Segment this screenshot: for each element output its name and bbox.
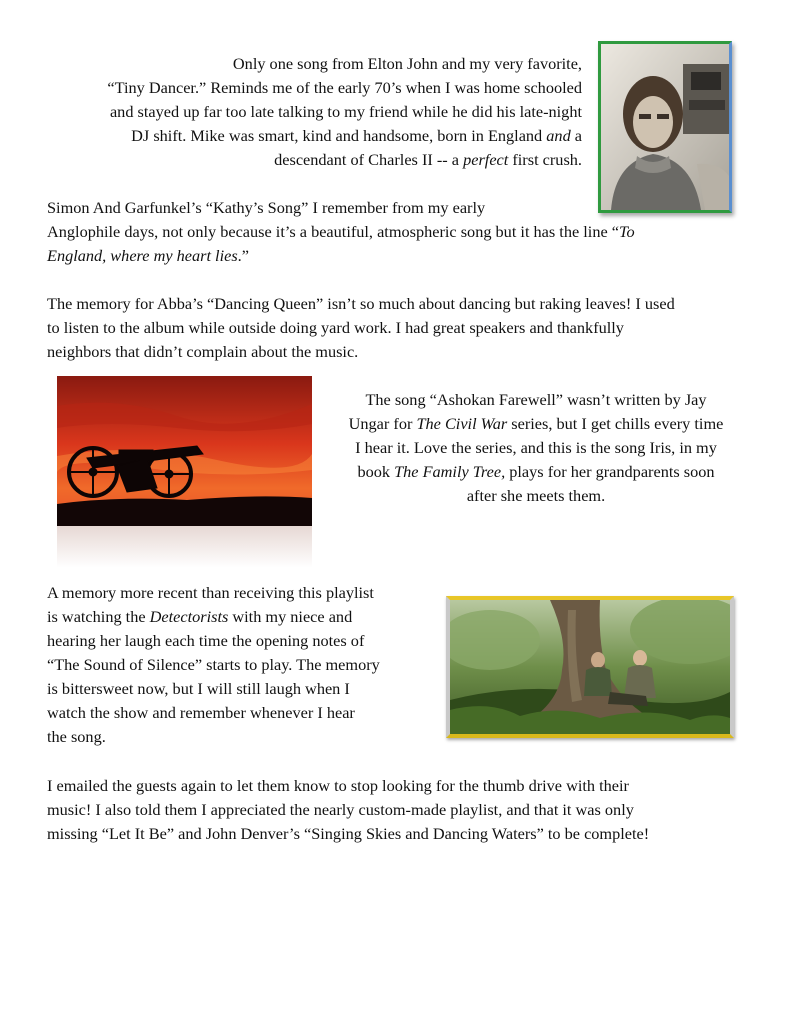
mike-portrait-photo [598, 41, 732, 213]
text-line: A memory more recent than receiving this playlist [47, 583, 374, 602]
text-line: the song. [47, 727, 106, 746]
text-line: missing “Let It Be” and John Denver’s “Singing Skies and Dancing Waters” to be complete! [47, 824, 650, 843]
text-line: to listen to the album while outside doing yard work. I had great speakers and thankfully [47, 318, 624, 337]
person-portrait-icon [601, 44, 729, 210]
text-line: neighbors that didn’t complain about the music. [47, 342, 359, 361]
text-line: “The Sound of Silence” starts to play. The memory [47, 655, 380, 674]
text-line: DJ shift. Mike was smart, kind and handsome, born in England and a [131, 126, 582, 145]
text-line: I hear it. Love the series, and this is the song Iris, in my [355, 438, 717, 457]
paragraph-detectorists [47, 581, 437, 749]
text-line: “Tiny Dancer.” Reminds me of the early 70’s when I was home schooled [107, 78, 582, 97]
text-line: Only one song from Elton John and my very favorite, [232, 54, 582, 73]
text-line: Anglophile days, not only because it’s a beautiful, atmospheric song but it has the line “To [47, 222, 635, 241]
photo-reflection [57, 526, 312, 568]
detectorists-photo [446, 596, 734, 738]
text-line: descendant of Charles II -- a perfect first crush. [274, 150, 582, 169]
text-line: and stayed up far too late talking to my friend while he did his late-night [109, 102, 582, 121]
text-line: music! I also told them I appreciated the nearly custom-made playlist, and that it was only [47, 800, 634, 819]
text-line: after she meets them. [466, 486, 606, 505]
two-men-under-tree-icon [450, 600, 730, 734]
text-line: The memory for Abba’s “Dancing Queen” isn’t so much about dancing but raking leaves! I used [47, 294, 675, 313]
text-line: is bittersweet now, but I will still laugh when I [47, 679, 350, 698]
text-line: England, where my heart lies.” [47, 246, 249, 265]
cannon-sunset-photo [57, 376, 312, 526]
text-line: is watching the Detectorists with my niece and [47, 607, 353, 626]
text-line: book The Family Tree, plays for her grandparents soon [357, 462, 715, 481]
paragraph-closing [47, 774, 757, 846]
text-line: watch the show and remember whenever I hear [47, 703, 355, 722]
paragraph-abba [47, 292, 757, 364]
paragraph-elton-john [22, 52, 582, 172]
cannon-silhouette-icon [57, 376, 312, 526]
paragraph-simon-garfunkel [47, 196, 747, 268]
paragraph-ashokan-farewell [322, 388, 750, 508]
text-line: Simon And Garfunkel’s “Kathy’s Song” I remember from my early [47, 198, 486, 217]
text-line: Ungar for The Civil War series, but I get chills every time [348, 414, 724, 433]
text-line: I emailed the guests again to let them know to stop looking for the thumb drive with their [47, 776, 629, 795]
text-line: hearing her laugh each time the opening notes of [47, 631, 365, 650]
text-line: The song “Ashokan Farewell” wasn’t written by Jay [365, 390, 707, 409]
